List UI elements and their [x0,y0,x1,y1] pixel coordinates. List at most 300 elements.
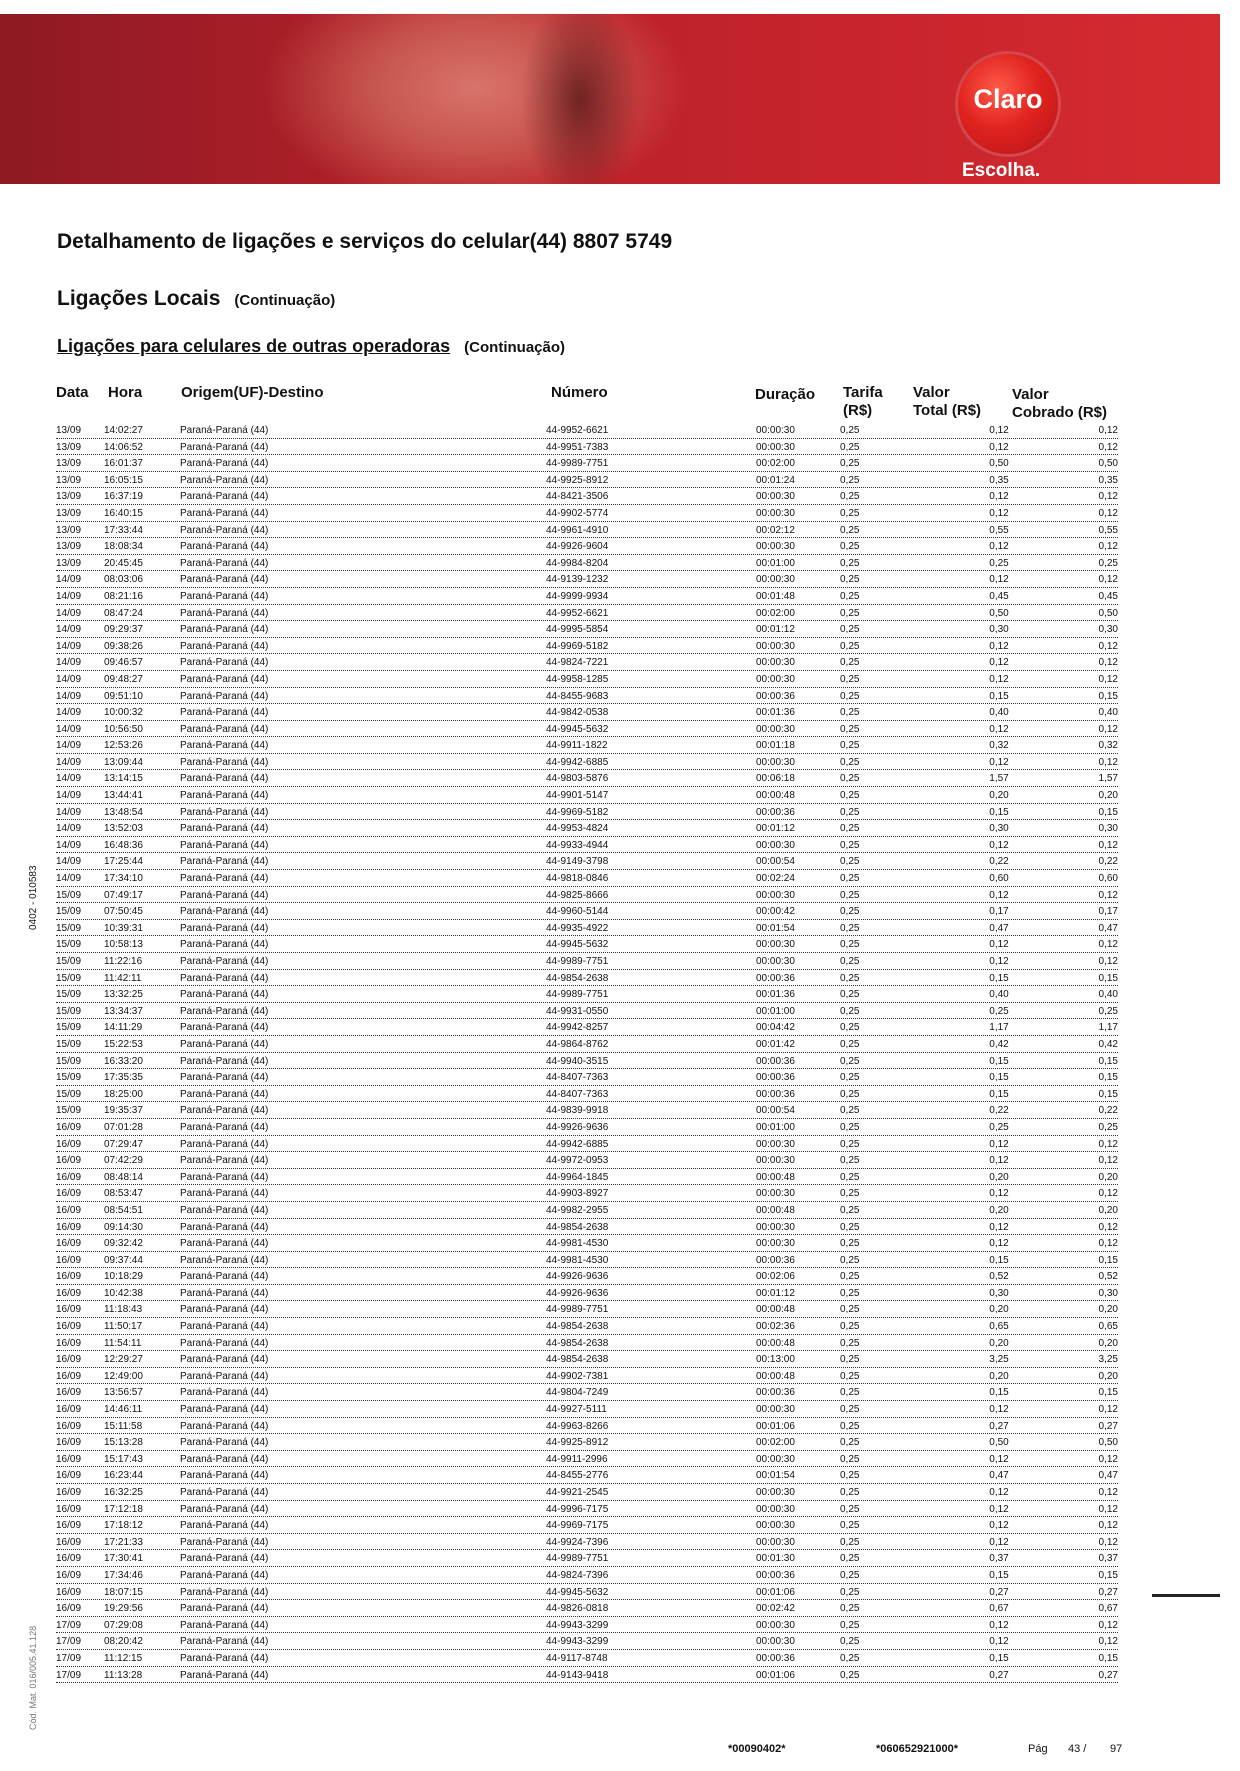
cell-data: 14/09 [56,839,82,851]
cell-duracao: 00:00:36 [756,972,795,984]
cell-hora: 10:39:31 [104,922,143,934]
cell-duracao: 00:00:54 [756,856,795,868]
cell-valor-cobrado: 0,12 [1098,1487,1118,1498]
cell-hora: 13:56:57 [104,1387,143,1399]
cell-numero: 44-9969-7175 [546,1520,609,1532]
cell-origem: Paraná-Paraná (44) [180,1337,269,1349]
cell-tarifa: 0,25 [840,773,860,785]
cell-valor-total: 0,15 [989,1088,1009,1100]
table-row [56,1517,1118,1534]
cell-tarifa: 0,25 [840,1171,860,1183]
page-total: 97 [1110,1743,1123,1755]
col-header-valor-cobrado-label: Valor [1012,386,1049,403]
cell-valor-cobrado: 0,12 [1098,889,1118,901]
cell-valor-total: 0,40 [989,707,1009,719]
cell-tarifa: 0,25 [840,956,860,967]
cell-hora: 17:35:35 [104,1072,143,1084]
cell-tarifa: 0,25 [840,1669,860,1681]
cell-valor-total: 0,12 [989,425,1009,436]
claro-logo [958,54,1058,154]
cell-numero: 44-9826-0818 [546,1603,609,1615]
cell-valor-total: 0,45 [989,590,1009,602]
cell-duracao: 00:00:30 [756,723,795,735]
cell-hora: 15:22:53 [104,1038,143,1050]
cell-hora: 17:34:46 [104,1569,143,1581]
cell-valor-total: 0,12 [989,889,1009,901]
cell-valor-cobrado: 0,30 [1098,1287,1118,1299]
cell-tarifa: 0,25 [840,1470,860,1482]
cell-numero: 44-9963-8266 [546,1420,609,1432]
cell-data: 13/09 [56,524,82,536]
cell-hora: 13:52:03 [104,823,143,835]
cell-origem: Paraná-Paraná (44) [180,557,269,569]
cell-tarifa: 0,25 [840,541,860,553]
cell-data: 16/09 [56,1370,82,1382]
table-row [56,1003,1118,1020]
cell-hora: 16:40:15 [104,507,143,519]
cell-duracao: 00:01:12 [756,1287,795,1299]
cell-numero: 44-9864-8762 [546,1038,609,1050]
cell-valor-cobrado: 0,60 [1098,873,1118,885]
cell-duracao: 00:02:12 [756,524,795,536]
cell-numero: 44-9943-3299 [546,1619,609,1631]
cell-origem: Paraná-Paraná (44) [180,1487,269,1498]
cell-hora: 17:12:18 [104,1503,143,1515]
cell-hora: 14:02:27 [104,425,143,436]
cell-hora: 16:37:19 [104,491,143,503]
cell-hora: 07:29:08 [104,1619,143,1631]
calls-table [56,422,1118,1683]
cell-tarifa: 0,25 [840,640,860,652]
table-row [56,853,1118,870]
cell-valor-total: 0,30 [989,1287,1009,1299]
cell-hora: 11:13:28 [104,1669,143,1681]
cell-duracao: 00:00:48 [756,1204,795,1216]
cell-tarifa: 0,25 [840,690,860,702]
table-row [56,1335,1118,1352]
cell-numero: 44-9926-9636 [546,1121,609,1133]
cell-numero: 44-9945-5632 [546,939,609,951]
cell-origem: Paraná-Paraná (44) [180,1287,269,1299]
cell-valor-total: 0,30 [989,624,1009,636]
cell-origem: Paraná-Paraná (44) [180,1105,269,1117]
cell-hora: 16:33:20 [104,1055,143,1067]
cell-valor-cobrado: 0,12 [1098,1221,1118,1233]
cell-tarifa: 0,25 [840,507,860,519]
cell-duracao: 00:00:30 [756,1453,795,1465]
cell-valor-cobrado: 0,12 [1098,507,1118,519]
cell-valor-total: 0,12 [989,507,1009,519]
cell-tarifa: 0,25 [840,1005,860,1017]
cell-tarifa: 0,25 [840,806,860,818]
cell-valor-total: 0,12 [989,939,1009,951]
cell-origem: Paraná-Paraná (44) [180,1470,269,1482]
cell-numero: 44-9964-1845 [546,1171,609,1183]
cell-tarifa: 0,25 [840,1287,860,1299]
cell-valor-cobrado: 0,32 [1098,740,1118,752]
cell-origem: Paraná-Paraná (44) [180,790,269,802]
cell-data: 14/09 [56,773,82,785]
cell-tarifa: 0,25 [840,1636,860,1648]
cell-data: 16/09 [56,1503,82,1515]
cell-data: 14/09 [56,873,82,885]
cell-origem: Paraná-Paraná (44) [180,574,269,586]
table-row [56,1501,1118,1518]
table-row [56,887,1118,904]
cell-duracao: 00:01:48 [756,590,795,602]
cell-data: 16/09 [56,1569,82,1581]
cell-valor-total: 0,12 [989,640,1009,652]
cell-tarifa: 0,25 [840,1619,860,1631]
cell-duracao: 00:01:12 [756,624,795,636]
cell-data: 16/09 [56,1453,82,1465]
cell-tarifa: 0,25 [840,1453,860,1465]
cell-tarifa: 0,25 [840,1569,860,1581]
cell-hora: 11:12:15 [104,1652,143,1664]
cell-data: 14/09 [56,740,82,752]
cell-tarifa: 0,25 [840,1204,860,1216]
cell-origem: Paraná-Paraná (44) [180,1569,269,1581]
cell-origem: Paraná-Paraná (44) [180,1005,269,1017]
cell-numero: 44-9960-5144 [546,906,609,918]
cell-numero: 44-9981-4530 [546,1254,609,1266]
cell-data: 16/09 [56,1404,82,1416]
cell-data: 14/09 [56,756,82,768]
cell-data: 14/09 [56,607,82,619]
cell-valor-total: 0,12 [989,491,1009,503]
cell-hora: 20:45:45 [104,557,143,569]
cell-origem: Paraná-Paraná (44) [180,590,269,602]
cell-origem: Paraná-Paraná (44) [180,1171,269,1183]
cell-valor-total: 0,12 [989,574,1009,586]
cell-duracao: 00:01:12 [756,823,795,835]
cell-valor-total: 0,12 [989,1619,1009,1631]
page-title: Detalhamento de ligações e serviços do celular(44) 8807 5749 [57,230,673,253]
cell-valor-total: 0,27 [989,1420,1009,1432]
cell-data: 15/09 [56,939,82,951]
cell-tarifa: 0,25 [840,458,860,470]
table-row [56,1136,1118,1153]
cell-valor-cobrado: 0,12 [1098,1536,1118,1548]
cell-origem: Paraná-Paraná (44) [180,839,269,851]
cell-data: 15/09 [56,1038,82,1050]
col-header-numero: Número [551,384,608,401]
cell-hora: 14:11:29 [104,1022,143,1034]
cell-valor-total: 0,52 [989,1271,1009,1283]
cell-origem: Paraná-Paraná (44) [180,1204,269,1216]
cell-hora: 10:56:50 [104,723,143,735]
cell-data: 16/09 [56,1603,82,1615]
cell-valor-total: 0,27 [989,1669,1009,1681]
cell-tarifa: 0,25 [840,1271,860,1283]
cell-data: 15/09 [56,1088,82,1100]
logo-text: Claro [973,84,1043,114]
cell-hora: 11:54:11 [104,1337,142,1349]
cell-data: 16/09 [56,1487,82,1498]
cell-duracao: 00:01:36 [756,707,795,719]
cell-duracao: 00:00:30 [756,889,795,901]
cell-hora: 13:48:54 [104,806,143,818]
slogan: Escolha. [962,160,1041,181]
cell-hora: 16:05:15 [104,474,143,486]
cell-numero: 44-9854-2638 [546,1354,609,1366]
table-row [56,986,1118,1003]
cell-data: 16/09 [56,1155,82,1167]
cell-origem: Paraná-Paraná (44) [180,873,269,885]
cell-numero: 44-9117-8748 [546,1652,608,1664]
cell-duracao: 00:00:30 [756,541,795,553]
cell-tarifa: 0,25 [840,574,860,586]
cell-duracao: 00:00:36 [756,1088,795,1100]
cell-origem: Paraná-Paraná (44) [180,1022,269,1034]
cell-hora: 17:30:41 [104,1553,143,1565]
cell-valor-cobrado: 0,47 [1098,922,1118,934]
table-row [56,1451,1118,1468]
col-header-data: Data [56,384,89,401]
footer-code-1: *00090402* [728,1743,786,1755]
cell-duracao: 00:01:54 [756,1470,795,1482]
page-number: 43 / [1068,1743,1087,1755]
cell-origem: Paraná-Paraná (44) [180,673,269,685]
cell-tarifa: 0,25 [840,1105,860,1117]
cell-valor-total: 0,12 [989,1221,1009,1233]
cell-numero: 44-9945-5632 [546,1586,609,1598]
cell-duracao: 00:00:30 [756,1188,795,1200]
cell-duracao: 00:02:24 [756,873,795,885]
cell-numero: 44-9804-7249 [546,1387,609,1399]
side-material-code: Cód. Mat. 016/005.41.128 [28,1625,38,1730]
table-row [56,1550,1118,1567]
cell-tarifa: 0,25 [840,607,860,619]
cell-origem: Paraná-Paraná (44) [180,425,269,436]
cell-hora: 13:14:15 [104,773,143,785]
cell-data: 16/09 [56,1304,82,1316]
cell-numero: 44-9149-3798 [546,856,609,868]
cell-hora: 09:51:10 [104,690,143,702]
table-row [56,1434,1118,1451]
table-row [56,920,1118,937]
cell-tarifa: 0,25 [840,1337,860,1349]
cell-origem: Paraná-Paraná (44) [180,1553,269,1565]
cell-hora: 16:01:37 [104,458,143,470]
cell-tarifa: 0,25 [840,1221,860,1233]
cell-valor-total: 0,50 [989,1437,1009,1449]
table-row [56,1418,1118,1435]
cell-data: 14/09 [56,823,82,835]
cell-numero: 44-9984-8204 [546,557,609,569]
table-row [56,571,1118,588]
cell-duracao: 00:00:30 [756,1520,795,1532]
cell-valor-cobrado: 0,15 [1098,1254,1118,1266]
cell-data: 13/09 [56,557,82,569]
cell-valor-cobrado: 0,20 [1098,1370,1118,1382]
cell-valor-total: 0,12 [989,1188,1009,1200]
cell-origem: Paraná-Paraná (44) [180,1420,269,1432]
cell-valor-total: 0,15 [989,690,1009,702]
cell-hora: 12:29:27 [104,1354,143,1366]
cell-numero: 44-9952-6621 [546,607,609,619]
table-row [56,1252,1118,1269]
cell-hora: 17:34:10 [104,873,143,885]
cell-valor-total: 0,12 [989,1536,1009,1548]
cell-data: 16/09 [56,1238,82,1250]
cell-valor-cobrado: 0,12 [1098,839,1118,851]
cell-valor-total: 0,12 [989,839,1009,851]
cell-tarifa: 0,25 [840,1354,860,1366]
cell-data: 13/09 [56,425,82,436]
col-header-valor-total [913,384,981,420]
table-row [56,1401,1118,1418]
table-row [56,688,1118,705]
cell-valor-cobrado: 0,15 [1098,1072,1118,1084]
cell-duracao: 00:00:36 [756,806,795,818]
cell-data: 16/09 [56,1470,82,1482]
table-row [56,488,1118,505]
cell-hora: 08:54:51 [104,1204,143,1216]
cell-tarifa: 0,25 [840,1038,860,1050]
cell-data: 15/09 [56,1022,82,1034]
cell-duracao: 00:01:54 [756,922,795,934]
cell-data: 17/09 [56,1619,82,1631]
table-row [56,1152,1118,1169]
cell-duracao: 00:00:30 [756,574,795,586]
cell-valor-cobrado: 0,12 [1098,425,1118,436]
cell-valor-cobrado: 0,20 [1098,790,1118,802]
cell-numero: 44-9924-7396 [546,1536,609,1548]
cell-hora: 13:32:25 [104,989,143,1001]
cell-duracao: 00:00:30 [756,657,795,669]
cell-data: 15/09 [56,906,82,918]
table-row [56,1053,1118,1070]
table-row [56,870,1118,887]
section-heading [57,287,335,311]
cell-duracao: 00:00:30 [756,1503,795,1515]
col-header-origem: Origem(UF)-Destino [181,384,324,401]
cell-data: 16/09 [56,1188,82,1200]
cell-numero: 44-9989-7751 [546,1304,609,1316]
cell-origem: Paraná-Paraná (44) [180,773,269,785]
cell-duracao: 00:00:36 [756,1254,795,1266]
cell-valor-total: 0,15 [989,972,1009,984]
cell-duracao: 00:00:36 [756,1387,795,1399]
cell-valor-cobrado: 0,12 [1098,1155,1118,1167]
cell-tarifa: 0,25 [840,657,860,669]
table-row [56,1202,1118,1219]
cell-duracao: 00:00:30 [756,673,795,685]
cell-origem: Paraná-Paraná (44) [180,1503,269,1515]
cell-numero: 44-9943-3299 [546,1636,609,1648]
cell-valor-cobrado: 0,12 [1098,756,1118,768]
cell-valor-cobrado: 0,12 [1098,1453,1118,1465]
cell-valor-total: 0,15 [989,1072,1009,1084]
cell-numero: 44-9926-9604 [546,541,609,553]
cell-numero: 44-9824-7221 [546,657,609,669]
table-row [56,1036,1118,1053]
cell-tarifa: 0,25 [840,1387,860,1399]
cell-valor-cobrado: 0,55 [1098,524,1118,536]
cell-data: 13/09 [56,541,82,553]
table-row [56,1185,1118,1202]
cell-valor-cobrado: 0,20 [1098,1337,1118,1349]
cell-numero: 44-8421-3506 [546,491,609,503]
cell-duracao: 00:00:30 [756,1155,795,1167]
cell-data: 16/09 [56,1221,82,1233]
cell-duracao: 00:00:42 [756,906,795,918]
cell-tarifa: 0,25 [840,1553,860,1565]
cell-tarifa: 0,25 [840,1503,860,1515]
cell-hora: 10:42:38 [104,1287,143,1299]
subsection-note: (Continuação) [464,339,565,356]
cell-valor-cobrado: 0,20 [1098,1204,1118,1216]
cell-valor-cobrado: 0,27 [1098,1420,1118,1432]
cell-duracao: 00:02:06 [756,1271,795,1283]
cell-valor-cobrado: 0,25 [1098,1005,1118,1017]
cell-duracao: 00:00:30 [756,839,795,851]
cell-hora: 18:07:15 [104,1586,143,1598]
cell-tarifa: 0,25 [840,557,860,569]
cell-data: 16/09 [56,1138,82,1150]
cell-numero: 44-9935-4922 [546,922,609,934]
cell-hora: 08:48:14 [104,1171,143,1183]
cell-duracao: 00:00:30 [756,1619,795,1631]
cell-hora: 07:50:45 [104,906,143,918]
cell-tarifa: 0,25 [840,1022,860,1034]
cell-valor-cobrado: 0,15 [1098,1088,1118,1100]
cell-origem: Paraná-Paraná (44) [180,1121,269,1133]
cell-valor-cobrado: 0,25 [1098,557,1118,569]
cell-duracao: 00:00:54 [756,1105,795,1117]
cell-numero: 44-9901-5147 [546,790,609,802]
cell-valor-cobrado: 0,15 [1098,1387,1118,1399]
cell-origem: Paraná-Paraná (44) [180,939,269,951]
cell-duracao: 00:00:30 [756,507,795,519]
cell-data: 16/09 [56,1354,82,1366]
cell-valor-cobrado: 0,40 [1098,707,1118,719]
cell-duracao: 00:00:30 [756,756,795,768]
cell-data: 16/09 [56,1387,82,1399]
cell-valor-cobrado: 0,20 [1098,1304,1118,1316]
cell-hora: 10:00:32 [104,707,143,719]
cell-valor-total: 0,12 [989,1520,1009,1532]
cell-valor-cobrado: 0,30 [1098,624,1118,636]
cell-data: 14/09 [56,856,82,868]
cell-data: 13/09 [56,491,82,503]
cell-valor-cobrado: 0,15 [1098,1055,1118,1067]
cell-origem: Paraná-Paraná (44) [180,607,269,619]
cell-data: 14/09 [56,590,82,602]
cell-duracao: 00:01:00 [756,557,795,569]
table-row [56,754,1118,771]
header-banner [0,14,1220,184]
cell-tarifa: 0,25 [840,524,860,536]
cell-valor-cobrado: 0,52 [1098,1271,1118,1283]
cell-numero: 44-9911-2996 [546,1453,608,1465]
cell-origem: Paraná-Paraná (44) [180,956,269,967]
cell-tarifa: 0,25 [840,1420,860,1432]
cell-valor-total: 0,12 [989,541,1009,553]
cell-valor-cobrado: 0,12 [1098,657,1118,669]
table-row [56,1102,1118,1119]
cell-valor-cobrado: 0,12 [1098,673,1118,685]
table-row [56,439,1118,456]
cell-duracao: 00:00:36 [756,1072,795,1084]
cell-tarifa: 0,25 [840,1088,860,1100]
table-row [56,936,1118,953]
cell-data: 15/09 [56,989,82,1001]
cell-valor-total: 0,12 [989,956,1009,967]
table-row [56,737,1118,754]
table-row [56,1633,1118,1650]
